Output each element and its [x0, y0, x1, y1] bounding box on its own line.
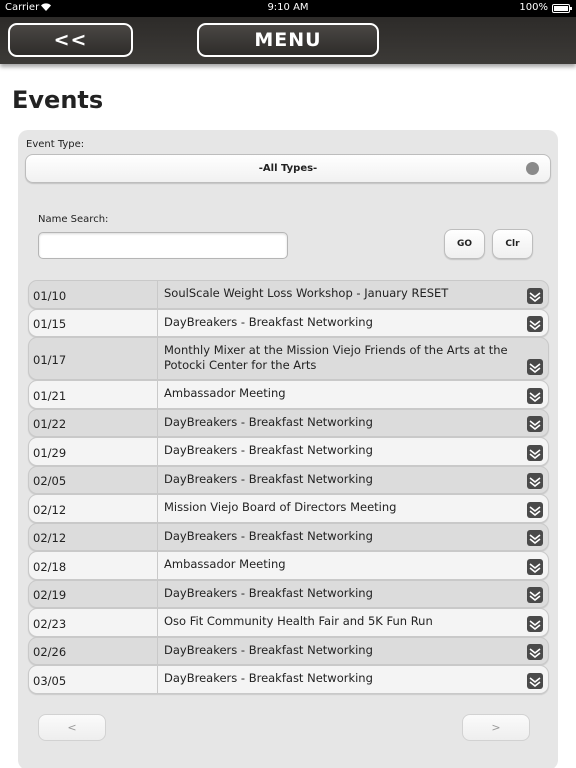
back-button[interactable]: << — [8, 23, 133, 57]
event-row[interactable] — [28, 409, 549, 438]
battery-icon — [552, 4, 570, 13]
event-row[interactable] — [28, 309, 549, 338]
prev-page-button[interactable]: < — [38, 714, 106, 741]
event-date: 02/19 — [33, 588, 67, 602]
chevron-down-icon[interactable] — [527, 316, 543, 332]
event-row[interactable] — [28, 551, 549, 580]
event-date: 01/21 — [33, 388, 67, 403]
chevron-down-icon[interactable] — [527, 388, 543, 404]
event-name: DayBreakers - Breakfast Networking — [157, 524, 548, 551]
event-date: 02/18 — [33, 559, 67, 574]
event-row[interactable] — [28, 523, 549, 552]
events-panel — [18, 130, 558, 768]
event-name: DayBreakers - Breakfast Networking — [157, 438, 548, 465]
event-date: 01/17 — [33, 353, 67, 367]
event-type-label: Event Type: — [26, 139, 85, 150]
chevron-down-icon[interactable] — [527, 616, 543, 632]
event-row[interactable] — [28, 337, 549, 380]
event-name: Ambassador Meeting — [157, 552, 548, 579]
event-name: DayBreakers - Breakfast Networking — [157, 410, 548, 437]
event-type-value: -All Types- — [258, 163, 318, 174]
chevron-down-icon[interactable] — [527, 587, 543, 603]
event-name: DayBreakers - Breakfast Networking — [157, 310, 548, 337]
event-row[interactable] — [28, 580, 549, 609]
menu-button[interactable]: MENU — [197, 23, 379, 57]
next-page-button[interactable]: > — [462, 714, 530, 741]
event-name: DayBreakers - Breakfast Networking — [157, 638, 548, 665]
event-date: 01/22 — [33, 417, 67, 431]
chevron-down-icon[interactable] — [527, 416, 543, 432]
clear-button[interactable]: Clr — [492, 229, 533, 259]
status-bar — [0, 0, 576, 17]
event-name: Ambassador Meeting — [157, 381, 548, 408]
chevron-down-icon[interactable] — [527, 473, 543, 489]
event-date: 03/05 — [33, 673, 67, 688]
event-name: SoulScale Weight Loss Workshop - January RESET — [157, 281, 548, 308]
event-date: 01/29 — [33, 445, 67, 460]
event-name: Mission Viejo Board of Directors Meeting — [157, 495, 548, 522]
event-date: 02/12 — [33, 531, 67, 545]
event-name: Oso Fit Community Health Fair and 5K Fun Run — [157, 609, 548, 636]
event-name: DayBreakers - Breakfast Networking — [157, 581, 548, 608]
event-row[interactable] — [28, 380, 549, 409]
event-row[interactable] — [28, 466, 549, 495]
name-search-input[interactable] — [38, 232, 288, 259]
event-name: DayBreakers - Breakfast Networking — [157, 666, 548, 693]
event-row[interactable] — [28, 665, 549, 694]
chevron-down-icon[interactable] — [527, 673, 543, 689]
chevron-down-icon[interactable] — [527, 559, 543, 575]
chevron-down-icon[interactable] — [527, 288, 543, 304]
event-row[interactable] — [28, 437, 549, 466]
event-date: 02/26 — [33, 645, 67, 659]
nav-bar — [0, 17, 576, 64]
battery-percent: 100% — [519, 2, 548, 13]
event-row[interactable] — [28, 608, 549, 637]
event-name: DayBreakers - Breakfast Networking — [157, 467, 548, 494]
event-list — [28, 280, 549, 694]
event-row[interactable] — [28, 494, 549, 523]
event-date: 01/10 — [33, 288, 67, 303]
event-date: 02/12 — [33, 502, 67, 517]
event-name: Monthly Mixer at the Mission Viejo Friends of the Arts at the Potocki Center for the Arts — [157, 338, 548, 379]
dropdown-dot-icon — [526, 162, 539, 175]
carrier-label: Carrier — [5, 2, 40, 13]
name-search-label: Name Search: — [38, 214, 109, 225]
chevron-down-icon[interactable] — [527, 530, 543, 546]
event-date: 01/15 — [33, 317, 67, 331]
page-title: Events — [12, 86, 104, 114]
clock: 9:10 AM — [267, 2, 309, 13]
event-date: 02/23 — [33, 616, 67, 631]
event-row[interactable] — [28, 637, 549, 666]
chevron-down-icon[interactable] — [527, 445, 543, 461]
event-row[interactable] — [28, 280, 549, 309]
chevron-down-icon[interactable] — [527, 502, 543, 518]
event-date: 02/05 — [33, 474, 67, 488]
chevron-down-icon[interactable] — [527, 359, 543, 375]
event-type-select[interactable] — [25, 154, 551, 183]
go-button[interactable]: GO — [444, 229, 485, 259]
chevron-down-icon[interactable] — [527, 644, 543, 660]
